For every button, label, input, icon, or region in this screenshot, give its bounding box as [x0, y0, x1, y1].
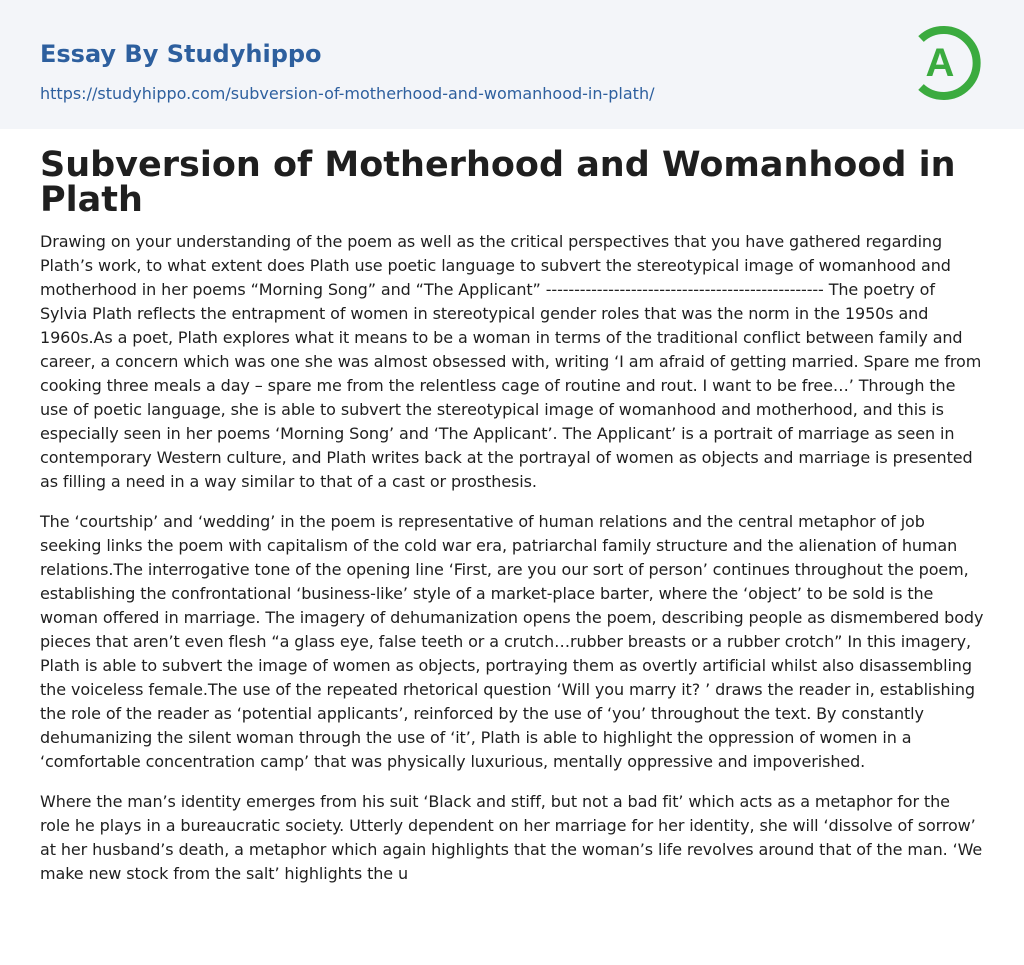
logo-letter: A: [925, 41, 955, 85]
site-header: [0, 0, 1024, 129]
source-url-link[interactable]: https://studyhippo.com/subversion-of-motherhood-and-womanhood-in-plath/: [40, 84, 655, 103]
brand-title[interactable]: Essay By Studyhippo: [40, 40, 322, 68]
article-paragraph-1: Drawing on your understanding of the poem as well as the critical perspectives that you have gathered regarding Plath’s work, to what extent does Plath use poetic language to subvert the stereotypical image of womanhood and motherhood in her poems “Morning Song” and “The Applicant” ------------------------------------------------- The poetry of Sylvia Plath reflects the entrapment of women in stereotypical gender roles that was the norm in the 1950s and 1960s.As a poet, Plath explores what it means to be a woman in terms of the traditional conflict between family and career, a concern which was one she was almost obsessed with, writing ‘I am afraid of getting married. Spare me from cooking three meals a day – spare me from the relentless cage of routine and rout. I want to be free…’ Through the use of poetic language, she is able to subvert the stereotypical image of womanhood and motherhood, and this is especially seen in her poems ‘Morning Song’ and ‘The Applicant’. The Applicant’ is a portrait of marriage as seen in contemporary Western culture, and Plath writes back at the portrayal of women as objects and marriage is presented as filling a need in a way similar to that of a cast or prosthesis.: [40, 232, 982, 491]
article-paragraph-3: Where the man’s identity emerges from his suit ‘Black and stiff, but not a bad fit’ which acts as a metaphor for the role he plays in a bureaucratic society. Utterly dependent on her marriage for her identity, she will ‘dissolve of sorrow’ at her husband’s death, a metaphor which again highlights that the woman’s life revolves around that of the man. ‘We make new stock from the salt’ highlights the u: [40, 792, 983, 883]
page-title: Subversion of Motherhood and Womanhood in Plath: [40, 145, 956, 220]
article-paragraph-2: The ‘courtship’ and ‘wedding’ in the poem is representative of human relations and the central metaphor of job seeking links the poem with capitalism of the cold war era, patriarchal family structure and the alienation of human relations.The interrogative tone of the opening line ‘First, are you our sort of person’ continues throughout the poem, establishing the confrontational ‘business-like’ style of a market-place barter, where the ‘object’ to be sold is the woman offered in marriage. The imagery of dehumanization opens the poem, describing people as dismembered body pieces that aren’t even flesh “a glass eye, false teeth or a crutch…rubber breasts or a rubber crotch” In this imagery, Plath is able to subvert the image of women as objects, portraying them as overtly artificial whilst also disassembling the voiceless female.The use of the repeated rhetorical question ‘Will you marry it? ’ draws the reader in, establishing the role of the reader as ‘potential applicants’, reinforced by the use of ‘you’ throughout the text. By constantly dehumanizing the silent woman through the use of ‘it’, Plath is able to highlight the oppression of women in a ‘comfortable concentration camp’ that was physically luxurious, mentally oppressive and impoverished.: [40, 512, 984, 771]
site-logo-icon[interactable]: [912, 19, 988, 107]
article: [40, 145, 984, 902]
